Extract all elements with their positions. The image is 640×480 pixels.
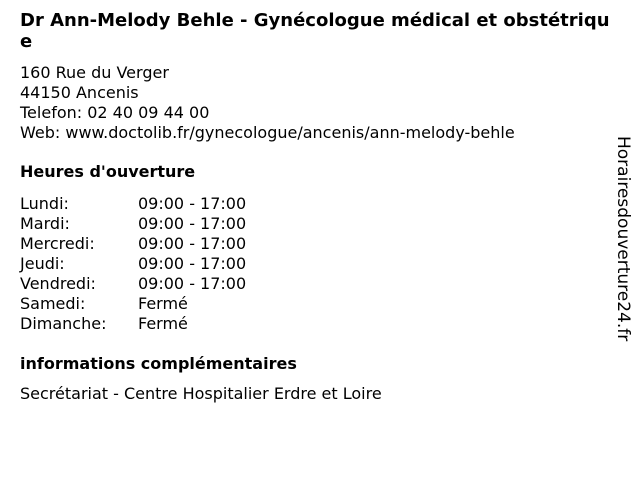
hours-time: 09:00 - 17:00 [138,254,247,273]
opening-hours-heading: Heures d'ouverture [20,162,196,181]
hours-row [20,294,620,314]
hours-day: Samedi: [20,294,86,313]
hours-day: Vendredi: [20,274,96,293]
hours-day: Jeudi: [20,254,65,273]
hours-row [20,274,620,294]
hours-day: Mercredi: [20,234,95,253]
hours-row [20,234,620,254]
hours-row [20,314,620,334]
hours-time: 09:00 - 17:00 [138,274,247,293]
hours-time: 09:00 - 17:00 [138,234,247,253]
hours-time: Fermé [138,294,188,313]
page-content [20,10,620,404]
address-city: 44150 Ancenis [20,83,139,102]
hours-row [20,214,620,234]
website-link[interactable]: Web: www.doctolib.fr/gynecologue/ancenis/ann-melody-behle [20,123,515,142]
opening-hours-table [20,194,620,334]
hours-day: Mardi: [20,214,70,233]
hours-time: Fermé [138,314,188,333]
additional-info-heading: informations complémentaires [20,354,297,373]
phone-number: Telefon: 02 40 09 44 00 [20,103,210,122]
hours-time: 09:00 - 17:00 [138,194,247,213]
page-title: Dr Ann-Melody Behle - Gynécologue médical et obstétrique [20,10,610,52]
hours-day: Dimanche: [20,314,107,333]
address-block [20,63,620,143]
additional-info-text: Secrétariat - Centre Hospitalier Erdre et Loire [20,384,382,403]
hours-row [20,194,620,214]
address-street: 160 Rue du Verger [20,63,169,82]
hours-row [20,254,620,274]
brand-watermark: Horairesdouverture24.fr [613,136,633,342]
hours-time: 09:00 - 17:00 [138,214,247,233]
hours-day: Lundi: [20,194,69,213]
